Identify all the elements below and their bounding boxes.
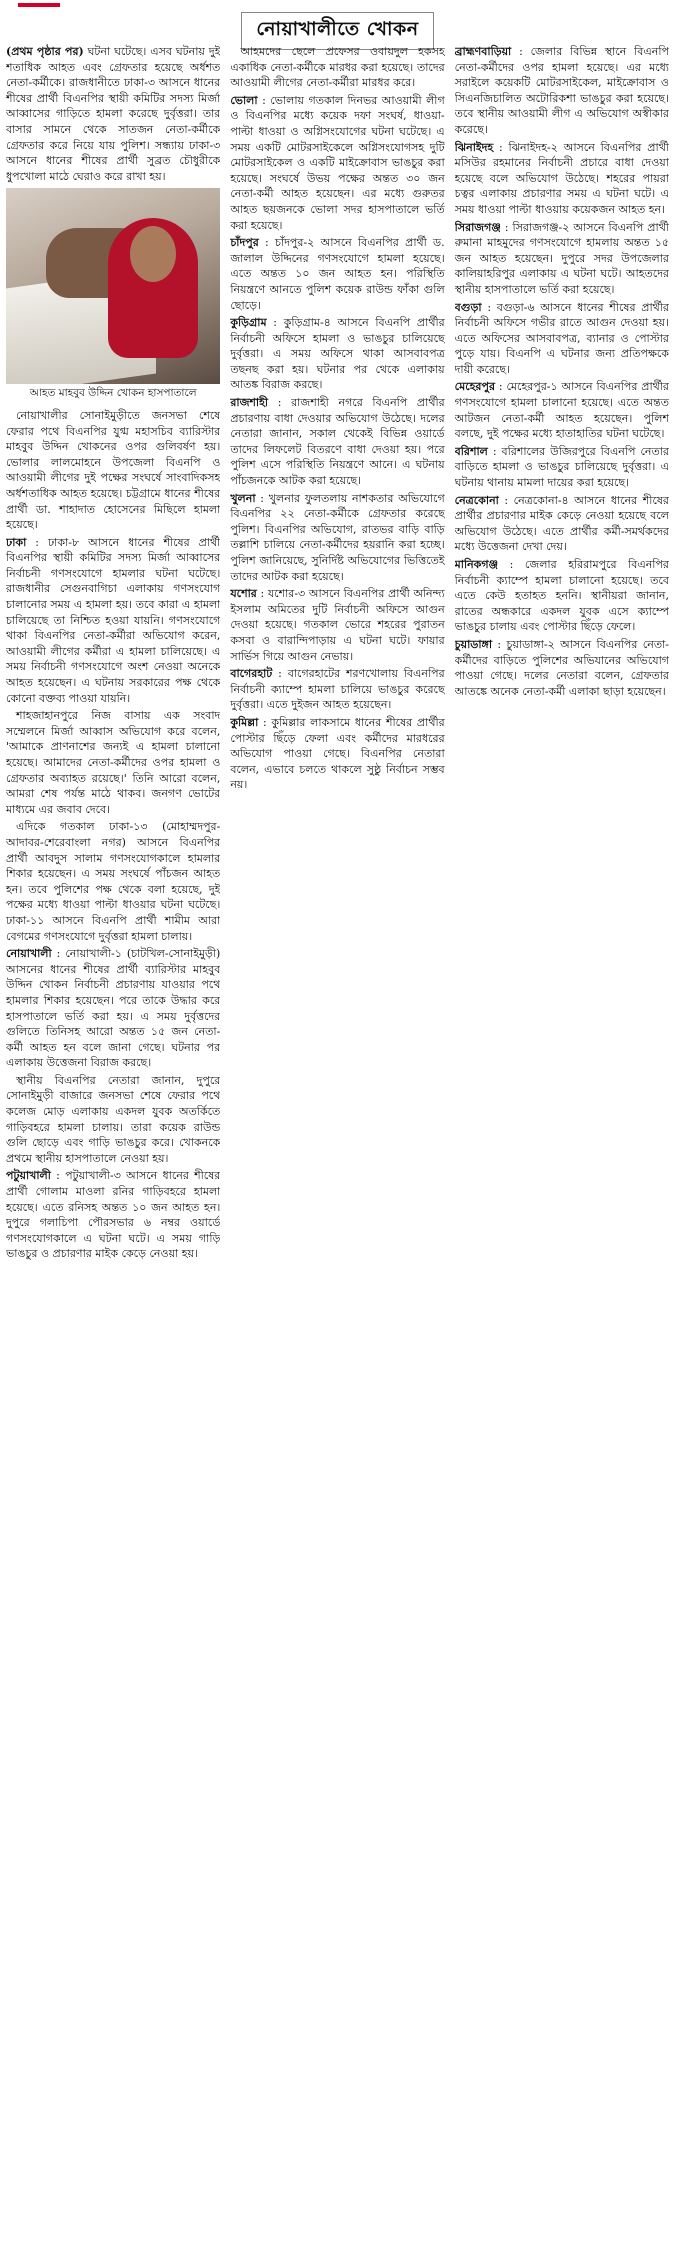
paragraph-text: : বরিশালের উজিরপুরে বিএনপি নেতার বাড়িতে হামলা ও ভাঙচুর চালিয়েছে দুর্বৃত্তরা। এ ঘটনায় থানায় মামলা দায়ের করা হয়েছে। (454, 444, 669, 490)
dateline: পটুয়াখালী (6, 1169, 51, 1183)
dateline: নেত্রকোনা (454, 493, 499, 507)
paragraph-text: : ঝিনাইদহ-২ আসনে বিএনপির প্রার্থী মসিউর রহমানের নির্বাচনী প্রচারে বাধা দেওয়া হয়েছে বলে অভিযোগ উঠেছে। শহরের পায়রা চত্বর এলাকায় প্রচারণার সময় এ ঘটনা ঘটে। এ সময় ধাওয়া পাল্টা ধাওয়ায় কয়েকজন আহত হন। (454, 140, 669, 216)
dateline: যশোর (230, 587, 257, 601)
paragraph-text: : বগুড়া-৬ আসনে ধানের শীষের প্রার্থীর নির্বাচনী অফিসে গভীর রাতে আগুন দেওয়া হয়। এতে অফিসের আসবাবপত্র, ব্যানার ও পোস্টার পুড়ে যায়। বিএনপি এ ঘটনার জন্য প্রতিপক্ষকে দায়ী করেছে। (454, 300, 669, 376)
article-paragraph (6, 535, 220, 707)
dateline: চুয়াডাঙ্গা (454, 637, 493, 651)
article-paragraph (455, 493, 669, 555)
paragraph-text: : ভোলায় গতকাল দিনভর আওয়ামী লীগ ও বিএনপির মধ্যে কয়েক দফা সংঘর্ষ, ধাওয়া-পাল্টা ধাওয়া ও অগ্নিসংযোগের ঘটনা ঘটেছে। এ সময় একটি মোটরসাইকেলে অগ্নিসংযোগসহ দুটি মোটরসাইকেল ও একটি মাইক্রোবাস ভাঙচুর করা হয়েছে। সংঘর্ষে উভয় পক্ষের অন্তত ৩০ জন নেতা-কর্মী আহত হয়েছেন। এর মধ্যে গুরুতর আহত ছয়জনকে ভোলা সদর হাসপাতালে ভর্তি করা হয়েছে। (230, 93, 445, 232)
headline: নোয়াখালীতে খোকন (241, 12, 433, 50)
article-columns (6, 44, 669, 2234)
article-paragraph (455, 220, 669, 298)
article-paragraph (6, 1073, 220, 1167)
paragraph-text: : কুড়িগ্রাম-৪ আসনে বিএনপি প্রার্থীর নির্বাচনী অফিসে হামলা ও ভাঙচুর চালিয়েছে দুর্বৃত্তরা। এ সময় অফিসে থাকা আসবাবপত্র তছনছ করা হয়। ঘটনার পর থেকে এলাকায় আতঙ্ক বিরাজ করছে। (230, 316, 445, 392)
continuation-marker: (প্রথম পৃষ্ঠার পর) (6, 45, 84, 58)
article-paragraph (6, 408, 220, 533)
article-paragraph (6, 708, 220, 817)
article-paragraph (455, 379, 669, 441)
dateline: ঢাকা (6, 535, 27, 549)
paragraph-text: শাহজাহানপুরে নিজ বাসায় এক সংবাদ সম্মেলনে মির্জা আব্বাস অভিযোগ করে বলেন, 'আমাকে প্রাণনাশের জন্যই এ হামলা চালানো হয়েছে। আমাদের নেতা-কর্মীদের ওপর হামলা ও গ্রেফতার অব্যাহত রয়েছে।' তিনি আরো বলেন, আমরা শেষ পর্যন্ত মাঠে থাকব। জনগণ ভোটের মাধ্যমে এর জবাব দেবে। (6, 709, 221, 816)
article-paragraph (455, 444, 669, 491)
article-paragraph (230, 93, 444, 233)
accent-bar (18, 3, 60, 7)
column-3 (455, 44, 669, 2234)
paragraph-text: স্থানীয় বিএনপির নেতারা জানান, দুপুরে সোনাইমুড়ী বাজারে জনসভা শেষে ফেরার পথে কলেজ মোড় এলাকায় একদল যুবক অতর্কিতে গাড়িবহরে হামলা চালায়। তারা কয়েক রাউন্ড গুলি ছোড়ে এবং গাড়ি ভাঙচুর করে। খোকনকে প্রথমে স্থানীয় হাসপাতালে নেওয়া হয়। (6, 1073, 221, 1165)
paragraph-text: : রাজশাহী নগরে বিএনপি প্রার্থীর প্রচারণায় বাধা দেওয়ার অভিযোগ উঠেছে। দলের নেতারা জানান, সকাল থেকেই বিভিন্ন ওয়ার্ডে তাদের লিফলেট বিতরণে বাধা দেওয়া হয়। পরে পুলিশ এসে পরিস্থিতি নিয়ন্ত্রণে আনে। এ ঘটনায় পাঁচজনকে আটক করা হয়েছে। (230, 396, 445, 488)
article-paragraph (6, 44, 220, 184)
article-paragraph (230, 491, 444, 585)
paragraph-text: আহমদের ছেলে প্রফেসর ওবায়দুল হকসহ একাধিক নেতা-কর্মীকে মারধর করা হয়েছে। তাদের আওয়ামী লীগের নেতা-কর্মীরা মারধর করে। (230, 45, 445, 90)
article-paragraph (455, 557, 669, 635)
article-paragraph (6, 819, 220, 944)
article-paragraph (455, 44, 669, 138)
dateline: নোয়াখালী (6, 947, 52, 961)
paragraph-text: নোয়াখালীর সোনাইমুড়ীতে জনসভা শেষে ফেরার পথে বিএনপির যুগ্ম মহাসচিব ব্যারিস্টার মাহবুব উদ্দিন খোকনের ওপর গুলিবর্ষণ হয়। ভোলার লালমোহনে উপজেলা বিএনপি ও আওয়ামী লীগের দুই পক্ষের সংঘর্ষে সাংবাদিকসহ অর্ধশতাধিক আহত হয়েছে। চট্টগ্রামে ধানের শীষের প্রার্থী ডা. শাহাদাত হোসেনের মিছিলে হামলা হয়েছে। (6, 408, 221, 532)
dateline: রাজশাহী (230, 396, 269, 410)
dateline: বগুড়া (454, 300, 482, 314)
article-paragraph (455, 140, 669, 218)
article-paragraph (6, 1168, 220, 1262)
dateline: খুলনা (230, 491, 256, 505)
dateline: মানিকগঞ্জ (454, 558, 498, 571)
dateline: চাঁদপুর (230, 236, 259, 250)
article-paragraph (230, 235, 444, 313)
article-paragraph (230, 666, 444, 713)
paragraph-text: : জেলার হরিরামপুরে বিএনপির নির্বাচনী ক্যাম্পে হামলা চালানো হয়েছে। তবে এতে কেউ হতাহত হননি। স্থানীয়রা জানান, রাতের অন্ধকারে একদল যুবক এসে ক্যাম্পে ভাঙচুর চালায় এবং পোস্টার ছিঁড়ে ফেলে। (454, 558, 669, 634)
paragraph-text: : নোয়াখালী-১ (চাটখিল-সোনাইমুড়ী) আসনের ধানের শীষের প্রার্থী ব্যারিস্টার মাহবুব উদ্দিন খোকন নির্বাচনী প্রচারণায় যাওয়ার পথে হামলার শিকার হয়েছেন। পরে তাকে উদ্ধার করে হাসপাতালে ভর্তি করা হয়। এ সময় দুর্বৃত্তদের গুলিতে তিনিসহ আরো অন্তত ১৫ জন নেতা-কর্মী আহত হন বলে জানা গেছে। ঘটনার পর এলাকায় উত্তেজনা বিরাজ করছে। (6, 947, 221, 1070)
paragraph-text: : নেত্রকোনা-৪ আসনে ধানের শীষের প্রার্থীর প্রচারণার মাইক কেড়ে নেওয়া হয়েছে বলে অভিযোগ উঠেছে। এতে প্রার্থীর কর্মী-সমর্থকদের মধ্যে উত্তেজনা দেখা দেয়। (454, 493, 669, 554)
news-photo (6, 188, 220, 402)
article-paragraph (455, 300, 669, 378)
article-paragraph (455, 637, 669, 699)
dateline: কুমিল্লা (230, 715, 259, 729)
paragraph-text: : পটুয়াখালী-৩ আসনে ধানের শীষের প্রার্থী গোলাম মাওলা রনির গাড়িবহরে হামলা হয়েছে। এতে রনিসহ অন্তত ১০ জন আহত হন। দুপুরে গলাচিপা পৌরসভার ৬ নম্বর ওয়ার্ডে গণসংযোগকালে এ ঘটনা ঘটে। এ সময় গাড়ি ভাঙচুর ও প্রচারণার মাইক কেড়ে নেওয়া হয়। (6, 1169, 221, 1261)
photo-caption: আহত মাহবুব উদ্দিন খোকন হাসপাতালে (29, 387, 197, 400)
paragraph-text: : খুলনার ফুলতলায় নাশকতার অভিযোগে বিএনপির ২২ নেতা-কর্মীকে গ্রেফতার করেছে পুলিশ। বিএনপির অভিযোগ, রাতভর বাড়ি বাড়ি তল্লাশি চালিয়ে নেতা-কর্মীদের হয়রানি করা হচ্ছে। পুলিশ জানিয়েছে, সুনির্দিষ্ট অভিযোগের ভিত্তিতেই তাদের আটক করা হয়েছে। (230, 491, 445, 583)
article-paragraph (230, 715, 444, 793)
paragraph-text: : জেলার বিভিন্ন স্থানে বিএনপি নেতা-কর্মীদের ওপর হামলা হয়েছে। এর মধ্যে সরাইলে কয়েকটি মোটরসাইকেল, মাইক্রোবাস ও সিএনজিচালিত অটোরিকশা ভাঙচুর করা হয়েছে। তবে স্থানীয় আওয়ামী লীগ এ অভিযোগ অস্বীকার করেছে। (454, 45, 669, 136)
paragraph-text: : কুমিল্লার লাকসামে ধানের শীষের প্রার্থীর পোস্টার ছিঁড়ে ফেলা এবং কর্মীদের মারধরের অভিযোগ পাওয়া গেছে। বিএনপির নেতারা বলেন, এভাবে চলতে থাকলে সুষ্ঠু নির্বাচন সম্ভব নয়। (230, 715, 445, 792)
dateline: ঝিনাইদহ (454, 140, 494, 154)
hospital-photo-image (6, 188, 220, 384)
dateline: সিরাজগঞ্জ (454, 220, 501, 234)
article-paragraph (230, 315, 444, 393)
paragraph-text: : মেহেরপুর-১ আসনে বিএনপির প্রার্থীর গণসংযোগে হামলা চালানো হয়েছে। এতে অন্তত আটজন নেতা-কর্মী আহত হয়েছেন। পুলিশ বলছে, দুই পক্ষের মধ্যে হাতাহাতির ঘটনা ঘটেছে। (454, 380, 669, 441)
paragraph-text: : চাঁদপুর-২ আসনে বিএনপির প্রার্থী ড. জালাল উদ্দিনের গণসংযোগে হামলা হয়েছে। এতে অন্তত ১০ জন আহত হন। পরিস্থিতি নিয়ন্ত্রণে আনতে পুলিশ কয়েক রাউন্ড ফাঁকা গুলি ছোড়ে। (230, 236, 445, 312)
article-paragraph (230, 586, 444, 664)
column-2 (230, 44, 444, 2234)
dateline: বরিশাল (454, 444, 488, 458)
paragraph-text: : ঢাকা-৮ আসনে ধানের শীষের প্রার্থী বিএনপির স্থায়ী কমিটির সদস্য মির্জা আব্বাসের নির্বাচনী গণসংযোগে হামলার ঘটনা ঘটেছে। রাজধানীর সেগুনবাগিচা এলাকায় গণসংযোগ চালানোর সময় এ হামলা হয়। তবে কারা এ হামলা চালিয়েছে তা নিশ্চিত হওয়া যায়নি। গণসংযোগে থাকা বিএনপির নেতা-কর্মীরা অভিযোগ করেন, আওয়ামী লীগের কর্মীরা এ হামলা চালিয়েছে। এ সময় নির্বাচনী গণসংযোগে অংশ নেওয়া অনেকে আহত হয়েছেন। এ ঘটনায় সরকারের পক্ষ থেকে কোনো বক্তব্য পাওয়া যায়নি। (6, 535, 221, 705)
dateline: ভোলা (230, 93, 258, 107)
paragraph-text: : সিরাজগঞ্জ-২ আসনে বিএনপি প্রার্থী রুমানা মাহমুদের গণসংযোগে হামলায় অন্তত ১৫ জন আহত হয়েছেন। দুপুরে সদর উপজেলার কালিয়াহরিপুর এলাকায় এ ঘটনা ঘটে। আহতদের স্থানীয় হাসপাতালে ভর্তি করা হয়েছে। (454, 220, 669, 296)
dateline: কুড়িগ্রাম (230, 316, 267, 330)
dateline: বাগেরহাট (230, 667, 273, 681)
paragraph-text: : যশোর-৩ আসনে বিএনপির প্রার্থী অনিন্দ্য ইসলাম অমিতের দুটি নির্বাচনী অফিসে আগুন দেওয়া হয়েছে। গতকাল ভোরে শহরের পুরাতন কসবা ও বারান্দিপাড়ায় এ ঘটনা ঘটে। ফায়ার সার্ভিস গিয়ে আগুন নেভায়। (230, 587, 445, 663)
dateline: ব্রাহ্মণবাড়িয়া (454, 45, 512, 58)
paragraph-text: : চুয়াডাঙ্গা-২ আসনে বিএনপির নেতা-কর্মীদের বাড়িতে পুলিশের অভিযানের অভিযোগ পাওয়া গেছে। দলের নেতারা বলেন, গ্রেফতার আতঙ্কে অনেক নেতা-কর্মী এলাকা ছাড়া হয়েছেন। (454, 637, 669, 698)
column-1 (6, 44, 220, 2234)
article-paragraph (6, 946, 220, 1071)
paragraph-text: : বাগেরহাটের শরণখোলায় বিএনপির নির্বাচনী ক্যাম্পে হামলা চালিয়ে ভাঙচুর করেছে দুর্বৃত্তরা। এতে দুইজন আহত হয়েছেন। (230, 667, 445, 712)
top-bar (0, 0, 675, 12)
dateline: মেহেরপুর (454, 380, 495, 394)
paragraph-text: ঘটনা ঘটেছে। এসব ঘটনায় দুই শতাধিক আহত এবং গ্রেফতার হয়েছে অর্ধশত নেতা-কর্মীকে। রাজধানীতে ঢাকা-৩ আসনে ধানের শীষের প্রার্থী বিএনপির স্থায়ী কমিটির সদস্য মির্জা আব্বাসের গাড়িতে হামলা করেছে দুর্বৃত্তরা। তার বাসার সামনে থেকে সাতজন নেতা-কর্মীকে গ্রেফতার করে নিয়ে যায় পুলিশ। সন্ধ্যায় ঢাকা-৩ আসনে ধানের শীষের প্রার্থী সুব্রত চৌধুরীকে ধুপখোলা মাঠে ঘেরাও করে রাখা হয়। (6, 45, 221, 183)
article-paragraph (230, 395, 444, 489)
paragraph-text: এদিকে গতকাল ঢাকা-১৩ (মোহাম্মদপুর-আদাবর-শেরেবাংলা নগর) আসনে বিএনপির প্রার্থী আবদুস সালাম গণসংযোগকালে হামলার শিকার হয়েছেন। এ সময় সংঘর্ষে পাঁচজন আহত হন। তবে পুলিশের পক্ষ থেকে বলা হয়েছে, দুই পক্ষের মধ্যে ধাওয়া পাল্টা ধাওয়ার ঘটনা ঘটেছে। ঢাকা-১১ আসনে বিএনপি প্রার্থী শামীম আরা বেগমের গণসংযোগে দুর্বৃত্তরা হামলা চালায়। (6, 820, 221, 943)
article-paragraph (230, 44, 444, 91)
